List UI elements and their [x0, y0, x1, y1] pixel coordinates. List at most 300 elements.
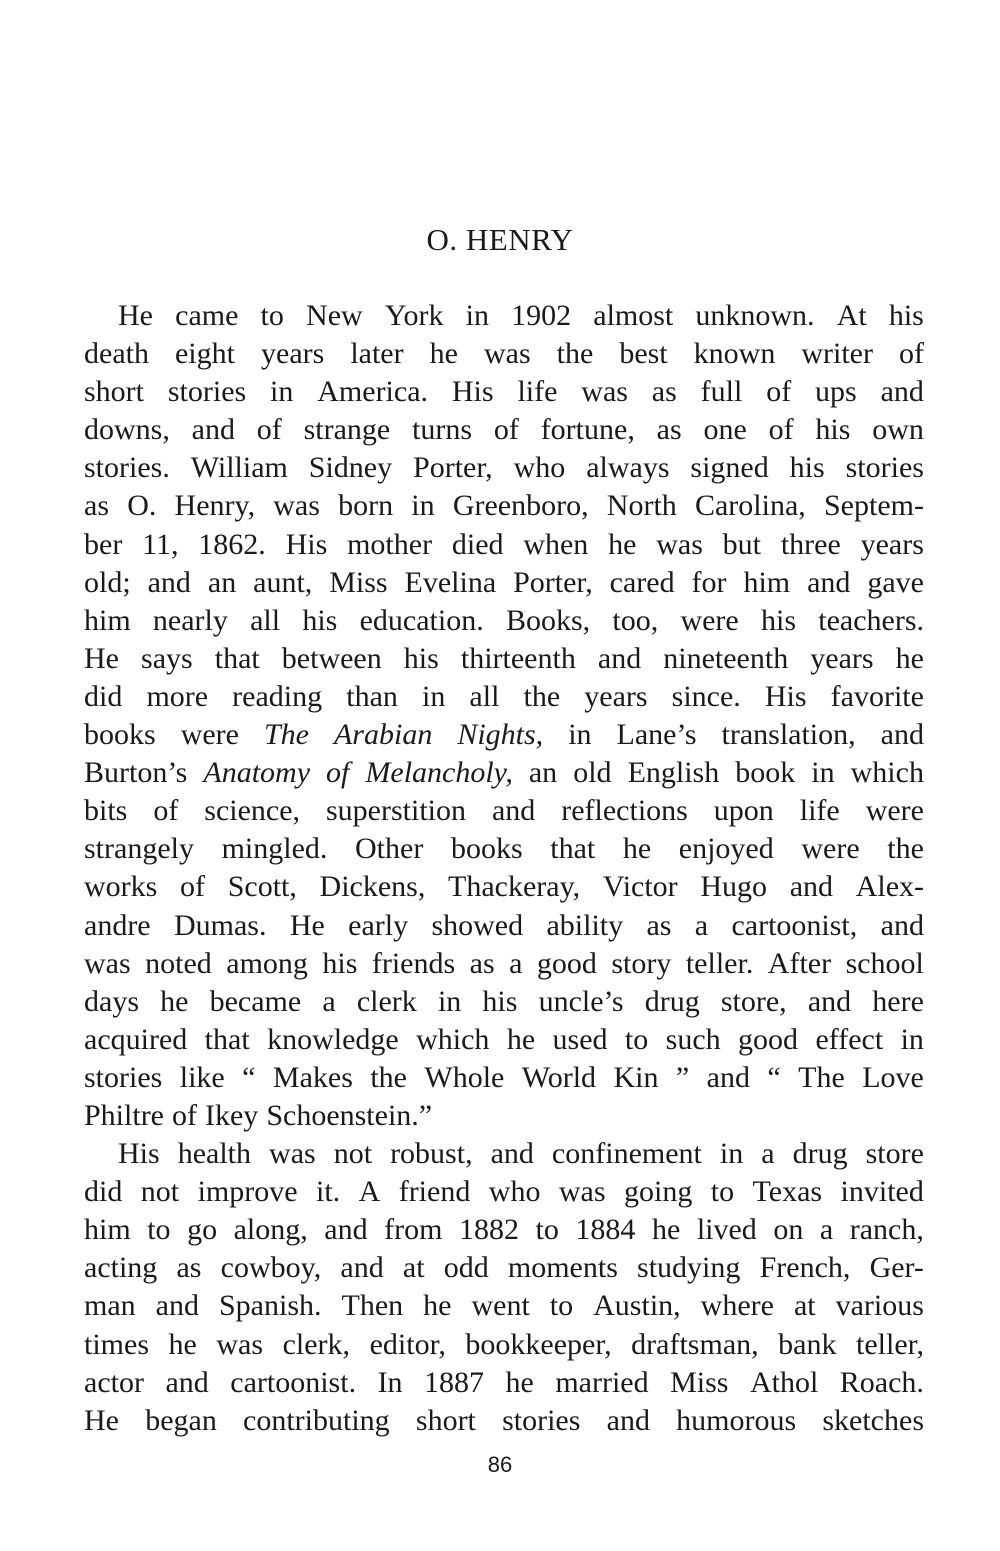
word: strangely [84, 832, 194, 866]
word: story [611, 946, 672, 980]
word: born [338, 489, 394, 523]
word: stories [84, 1060, 163, 1094]
word: Philtre [84, 1098, 164, 1132]
word: became [209, 984, 302, 1018]
word: Miss [329, 565, 388, 599]
word: draftsman, [631, 1327, 759, 1361]
word: signed [690, 451, 769, 485]
word: his [789, 451, 825, 485]
word: a [819, 1213, 834, 1247]
word: and [340, 1251, 384, 1285]
italic-word: Melancholy, [365, 756, 513, 790]
word: his [482, 984, 518, 1018]
word: death [84, 337, 149, 371]
word: humorous [676, 1403, 797, 1437]
word: at [402, 1251, 425, 1285]
word: he [429, 337, 458, 371]
word: did [84, 679, 123, 713]
word: was [656, 527, 703, 561]
word: stories [167, 375, 247, 409]
word: stories [845, 451, 924, 485]
word: and [880, 718, 924, 752]
word: he [622, 832, 652, 866]
word: Henry, [174, 489, 256, 523]
word: strange [303, 413, 391, 447]
word: in [411, 489, 435, 523]
word: Makes [272, 1060, 353, 1094]
word: when [523, 527, 589, 561]
word: Austin, [593, 1289, 681, 1323]
text-line [84, 678, 924, 716]
word: old; [84, 565, 131, 599]
word: translation, [721, 718, 856, 752]
word: effect [815, 1022, 884, 1056]
word: editor, [369, 1327, 446, 1361]
text-line [84, 1135, 924, 1173]
text-line [84, 1173, 924, 1211]
word: not [140, 1175, 180, 1209]
word: eight [174, 337, 235, 371]
word: was [483, 337, 531, 371]
word: of [180, 870, 206, 904]
word: life [799, 794, 840, 828]
word: Miss [670, 1365, 729, 1399]
word: his [760, 603, 796, 637]
word: used [552, 1022, 608, 1056]
word: fortune, [540, 413, 635, 447]
word: Kin [613, 1060, 659, 1094]
word: did [84, 1175, 123, 1209]
word: in [900, 1022, 924, 1056]
word: writer [801, 337, 873, 371]
text-line [84, 1249, 924, 1287]
word: on [773, 1213, 804, 1247]
body-text [84, 297, 924, 1440]
text-line [84, 1326, 924, 1364]
word: acquired [84, 1022, 188, 1056]
text-line [84, 1364, 924, 1402]
word: of [256, 413, 282, 447]
word: died [451, 527, 504, 561]
word: New [306, 299, 363, 332]
word: drug [792, 1137, 848, 1171]
word: he [506, 1022, 536, 1056]
word: 11, [142, 527, 179, 561]
word: here [872, 984, 924, 1018]
word: his [815, 413, 851, 447]
word: favorite [830, 679, 924, 713]
word: 1884 [575, 1213, 636, 1247]
word: cartoonist, [731, 908, 858, 942]
word: World [521, 1060, 597, 1094]
word: was [216, 1327, 264, 1361]
word: ber [84, 527, 123, 561]
word: gave [867, 565, 924, 599]
word: known [693, 337, 776, 371]
word: was [558, 1175, 606, 1209]
word: he [505, 1365, 534, 1399]
word: improve [197, 1175, 298, 1209]
word: one [703, 413, 747, 447]
word: to [535, 1213, 559, 1247]
word: years [261, 337, 325, 371]
word: cared [609, 565, 675, 599]
word: as [646, 908, 672, 942]
text-line [84, 411, 924, 449]
text-line [84, 830, 924, 868]
word: ranch, [849, 1213, 924, 1247]
word: to [710, 1175, 735, 1209]
word: health [177, 1137, 252, 1171]
text-line [84, 602, 924, 640]
word: was [269, 1137, 316, 1171]
word: and [147, 565, 191, 599]
text-line [84, 1211, 924, 1249]
word: robust, [390, 1137, 473, 1171]
text-line [84, 1287, 924, 1325]
word: Ikey [205, 1098, 259, 1132]
word: mother [347, 527, 433, 561]
word: best [619, 337, 668, 371]
word: Hugo [700, 870, 768, 904]
word: going [623, 1175, 693, 1209]
word: Victor [602, 870, 678, 904]
word: teachers. [818, 603, 924, 637]
word: his [302, 603, 338, 637]
word: and [597, 641, 642, 675]
word: Texas [752, 1175, 823, 1209]
word: in [719, 1137, 744, 1171]
word: moments [507, 1251, 618, 1285]
text-line [84, 868, 924, 906]
word: Ger- [869, 1251, 924, 1285]
text-line [84, 1059, 924, 1097]
word: the [523, 679, 561, 713]
word: and [491, 794, 536, 828]
word: ” [675, 1060, 690, 1094]
word: Dickens, [319, 870, 426, 904]
word: almost [593, 299, 674, 332]
word: Whole [424, 1060, 505, 1094]
word: which [850, 756, 924, 790]
text-line [84, 373, 924, 411]
word: Other [355, 832, 424, 866]
word: from [384, 1213, 443, 1247]
word: unknown. [695, 299, 815, 332]
word: nineteenth [663, 641, 789, 675]
word: 1882 [459, 1213, 520, 1247]
word: Dumas. [173, 908, 267, 942]
word: was [273, 489, 320, 523]
word: andre [84, 908, 151, 942]
word: books [450, 832, 523, 866]
word: Carolina, [694, 489, 806, 523]
word: Sidney [308, 451, 393, 485]
word: and [606, 1403, 650, 1437]
word: in [811, 756, 835, 790]
word: acting [84, 1251, 158, 1285]
word: school [845, 946, 924, 980]
word: His [118, 1137, 160, 1171]
word: man [84, 1289, 136, 1323]
word: ups [815, 375, 857, 409]
word: English [627, 756, 720, 790]
word: go [187, 1213, 218, 1247]
word: downs, [84, 413, 170, 447]
word: 1862. [198, 527, 266, 561]
word: went [471, 1289, 530, 1323]
word: cowboy, [220, 1251, 322, 1285]
word: him [84, 603, 131, 637]
word: he [651, 1213, 681, 1247]
word: short [84, 375, 144, 409]
word: invited [840, 1175, 924, 1209]
word: and [706, 1060, 750, 1094]
word: were [865, 794, 924, 828]
word: Athol [749, 1365, 819, 1399]
word: contributing [243, 1403, 390, 1437]
word: showed [431, 908, 524, 942]
word: old [573, 756, 612, 790]
word: various [835, 1289, 924, 1323]
word: Schoenstein.” [266, 1098, 433, 1132]
word: all [250, 603, 281, 637]
word: the [887, 832, 924, 866]
word: full [700, 375, 743, 409]
word: early [348, 908, 409, 942]
text-line [84, 1097, 924, 1135]
word: him [84, 1213, 131, 1247]
word: of [766, 375, 792, 409]
word: York [384, 299, 444, 332]
word: a [694, 908, 709, 942]
word: to [549, 1289, 574, 1323]
word: to [147, 1213, 171, 1247]
word: He [84, 641, 119, 675]
word: After [767, 946, 832, 980]
word: at [793, 1289, 816, 1323]
word: superstition [326, 794, 466, 828]
text-line [84, 754, 924, 792]
word: all [469, 679, 500, 713]
word: days [84, 984, 139, 1018]
word: bits [84, 794, 128, 828]
word: noted [145, 946, 212, 980]
word: he [895, 641, 924, 675]
word: married [555, 1365, 649, 1399]
word: studying [637, 1251, 741, 1285]
word: He [289, 908, 325, 942]
word: teller, [856, 1327, 924, 1361]
word: knowledge [267, 1022, 399, 1056]
word: store [865, 1137, 924, 1171]
word: friends [371, 946, 456, 980]
word: enjoyed [678, 832, 774, 866]
word: bank [778, 1327, 837, 1361]
word: of [768, 413, 794, 447]
word: in [421, 679, 446, 713]
word: America. [317, 375, 429, 409]
word: bookkeeper, [465, 1327, 612, 1361]
word: along, [233, 1213, 308, 1247]
word: him [743, 565, 791, 599]
word: says [141, 641, 193, 675]
word: and [165, 1365, 209, 1399]
word: between [281, 641, 382, 675]
word: French, [759, 1251, 851, 1285]
word: He [118, 299, 153, 332]
word: reading [232, 679, 323, 713]
word: reflections [561, 794, 688, 828]
word: to [260, 299, 284, 332]
word: in [465, 299, 489, 332]
word: were [801, 832, 860, 866]
word: and [191, 413, 235, 447]
word: Then [341, 1289, 404, 1323]
word: an [207, 565, 237, 599]
word: began [145, 1403, 217, 1437]
word: which [416, 1022, 490, 1056]
word: that [550, 832, 596, 866]
word: and [789, 870, 834, 904]
word: of [493, 413, 519, 447]
word: years [860, 527, 924, 561]
word: Love [862, 1060, 924, 1094]
word: but [722, 527, 762, 561]
word: not [333, 1137, 373, 1171]
word: friend [398, 1175, 471, 1209]
word: as [651, 375, 677, 409]
text-line [84, 335, 924, 373]
word: Porter, [413, 451, 493, 485]
word: cartoonist. [230, 1365, 357, 1399]
word: that [214, 641, 260, 675]
word: and [490, 1137, 534, 1171]
word: where [700, 1289, 774, 1323]
italic-word: Arabian [333, 718, 433, 752]
word: to [624, 1022, 649, 1056]
word: he [168, 1327, 197, 1361]
word: as [84, 489, 109, 523]
word: Thackeray, [448, 870, 581, 904]
word: years [584, 679, 648, 713]
word: Lane’s [616, 718, 697, 752]
word: of [153, 794, 179, 828]
word: Roach. [839, 1365, 924, 1399]
word: A [358, 1175, 381, 1209]
italic-word: of [326, 756, 350, 790]
word: William [190, 451, 288, 485]
word: Alex- [855, 870, 924, 904]
word: education. [359, 603, 484, 637]
word: too, [612, 603, 659, 637]
italic-word: The [263, 718, 309, 752]
word: works [84, 870, 158, 904]
word: His [451, 375, 494, 409]
word: who [513, 451, 566, 485]
word: own [872, 413, 924, 447]
word: who [488, 1175, 541, 1209]
text-line [84, 640, 924, 678]
word: an [528, 756, 558, 790]
text-line [84, 297, 924, 335]
word: in [270, 375, 294, 409]
text-line [84, 1402, 924, 1440]
text-line [84, 449, 924, 487]
word: confinement [551, 1137, 702, 1171]
word: In [377, 1365, 403, 1399]
italic-word: Nights, [457, 718, 544, 752]
word: and [807, 984, 852, 1018]
text-line [84, 716, 924, 754]
word: he [160, 984, 189, 1018]
word: lived [696, 1213, 757, 1247]
word: aunt, [253, 565, 313, 599]
word: Spanish. [218, 1289, 322, 1323]
word: his [888, 299, 924, 332]
word: Evelina [404, 565, 497, 599]
word: Books, [505, 603, 591, 637]
word: years [810, 641, 874, 675]
word: as [656, 413, 682, 447]
word: were [180, 718, 239, 752]
word: of [899, 337, 924, 371]
word: 1902 [511, 299, 572, 332]
word: it. [315, 1175, 341, 1209]
word: book [735, 756, 796, 790]
word: ability [546, 908, 624, 942]
word: was [581, 375, 628, 409]
word: Porter, [513, 565, 593, 599]
text-line [84, 945, 924, 983]
text-line [84, 983, 924, 1021]
word: and [155, 1289, 199, 1323]
text-line [84, 564, 924, 602]
word: Scott, [227, 870, 297, 904]
text-line [84, 1021, 924, 1059]
chapter-title: O. HENRY [426, 222, 574, 257]
word: came [175, 299, 239, 332]
word: turns [412, 413, 473, 447]
word: since. [671, 679, 741, 713]
word: always [586, 451, 670, 485]
word: upon [713, 794, 774, 828]
word: in [568, 718, 592, 752]
word: At [836, 299, 867, 332]
word: thirteenth [460, 641, 576, 675]
word: and [324, 1213, 368, 1247]
text-line [84, 907, 924, 945]
word: and [880, 908, 924, 942]
word: clerk [356, 984, 417, 1018]
word: 1887 [424, 1365, 485, 1399]
word: Greenboro, [452, 489, 589, 523]
word: for [691, 565, 727, 599]
word: in [437, 984, 462, 1018]
word: uncle’s [538, 984, 624, 1018]
word: more [146, 679, 209, 713]
word: three [780, 527, 841, 561]
word: the [370, 1060, 407, 1094]
word: clerk, [282, 1327, 351, 1361]
word: nearly [152, 603, 228, 637]
word: was [84, 946, 131, 980]
word: of [172, 1098, 197, 1132]
word: short [415, 1403, 476, 1437]
word: O. [127, 489, 157, 523]
word: he [423, 1289, 452, 1323]
word: his [403, 641, 439, 675]
